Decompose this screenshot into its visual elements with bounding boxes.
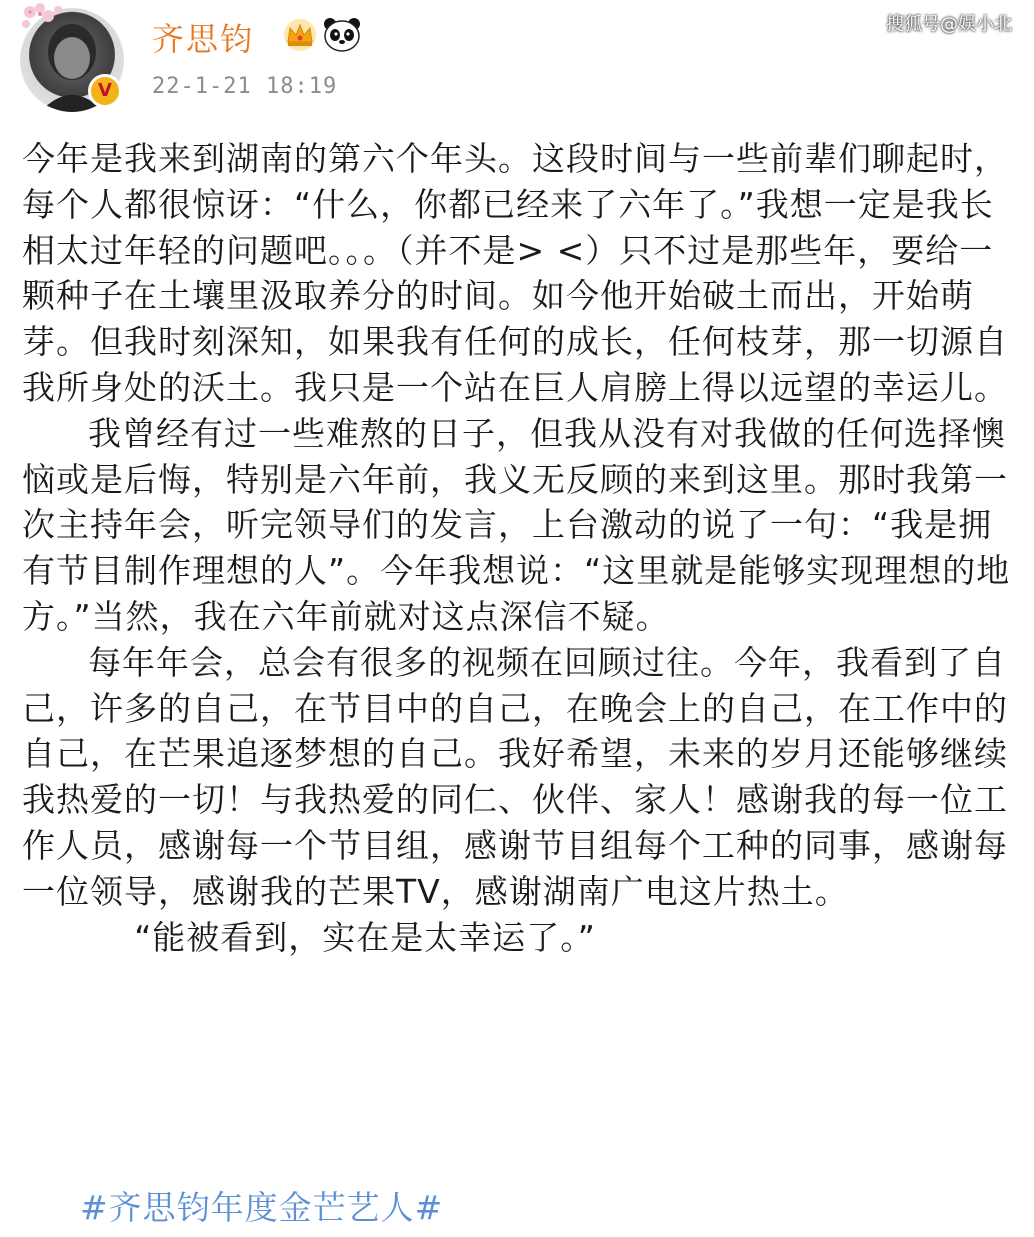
- post-paragraph-quote: “能被看到，实在是太幸运了。”: [134, 917, 596, 957]
- verified-v-icon: V: [88, 74, 122, 108]
- post-paragraph-2: 我曾经有过一些难熬的日子，但我从没有对我做的任何选择懊恼或是后悔，特别是六年前，我义无反顾的来到这里。那时我第一次主持年会，听完领导们的发言，上台激动的说了一句：“我是拥有节目制作理想的人”。今年我想说：“这里就是能够实现理想的地方。”当然，我在六年前就对这点深信不疑。: [22, 413, 1011, 636]
- watermark: 搜狐号@娱小北: [886, 14, 1012, 35]
- username[interactable]: 齐思钧: [152, 20, 255, 58]
- post-paragraph-3: 每年年会，总会有很多的视频在回顾过往。今年，我看到了自己，许多的自己，在节目中的自己，在晚会上的自己，在工作中的自己，在芒果追逐梦想的自己。我好希望，未来的岁月还能够继续我热爱的一切！与我热爱的同仁、伙伴、家人！感谢我的每一位工作人员，感谢每一个节目组，感谢节目组每个工种的同事，感谢每一位领导，感谢我的芒果TV，感谢湖南广电这片热土。: [22, 642, 1008, 911]
- crown-badge-icon[interactable]: [282, 18, 318, 52]
- post-header: [0, 0, 1034, 130]
- sakura-decoration-icon: [18, 2, 78, 42]
- post-body: [22, 136, 1012, 960]
- post-timestamp: 22-1-21 18:19: [152, 74, 338, 99]
- hashtag-link[interactable]: #齐思钧年度金芒艺人#: [80, 1188, 444, 1227]
- panda-badge-icon[interactable]: [322, 16, 362, 52]
- post-paragraph-1: 今年是我来到湖南的第六个年头。这段时间与一些前辈们聊起时，每个人都很惊讶：“什么，你都已经来了六年了。”我想一定是我长相太过年轻的问题吧。。。（并不是> <）只不过是那些年，要给一颗种子在土壤里汲取养分的时间。如今他开始破土而出，开始萌芽。但我时刻深知，如果我有任何的成长，任何枝芽，那一切源自我所身处的沃土。我只是一个站在巨人肩膀上得以远望的幸运儿。: [22, 139, 1008, 407]
